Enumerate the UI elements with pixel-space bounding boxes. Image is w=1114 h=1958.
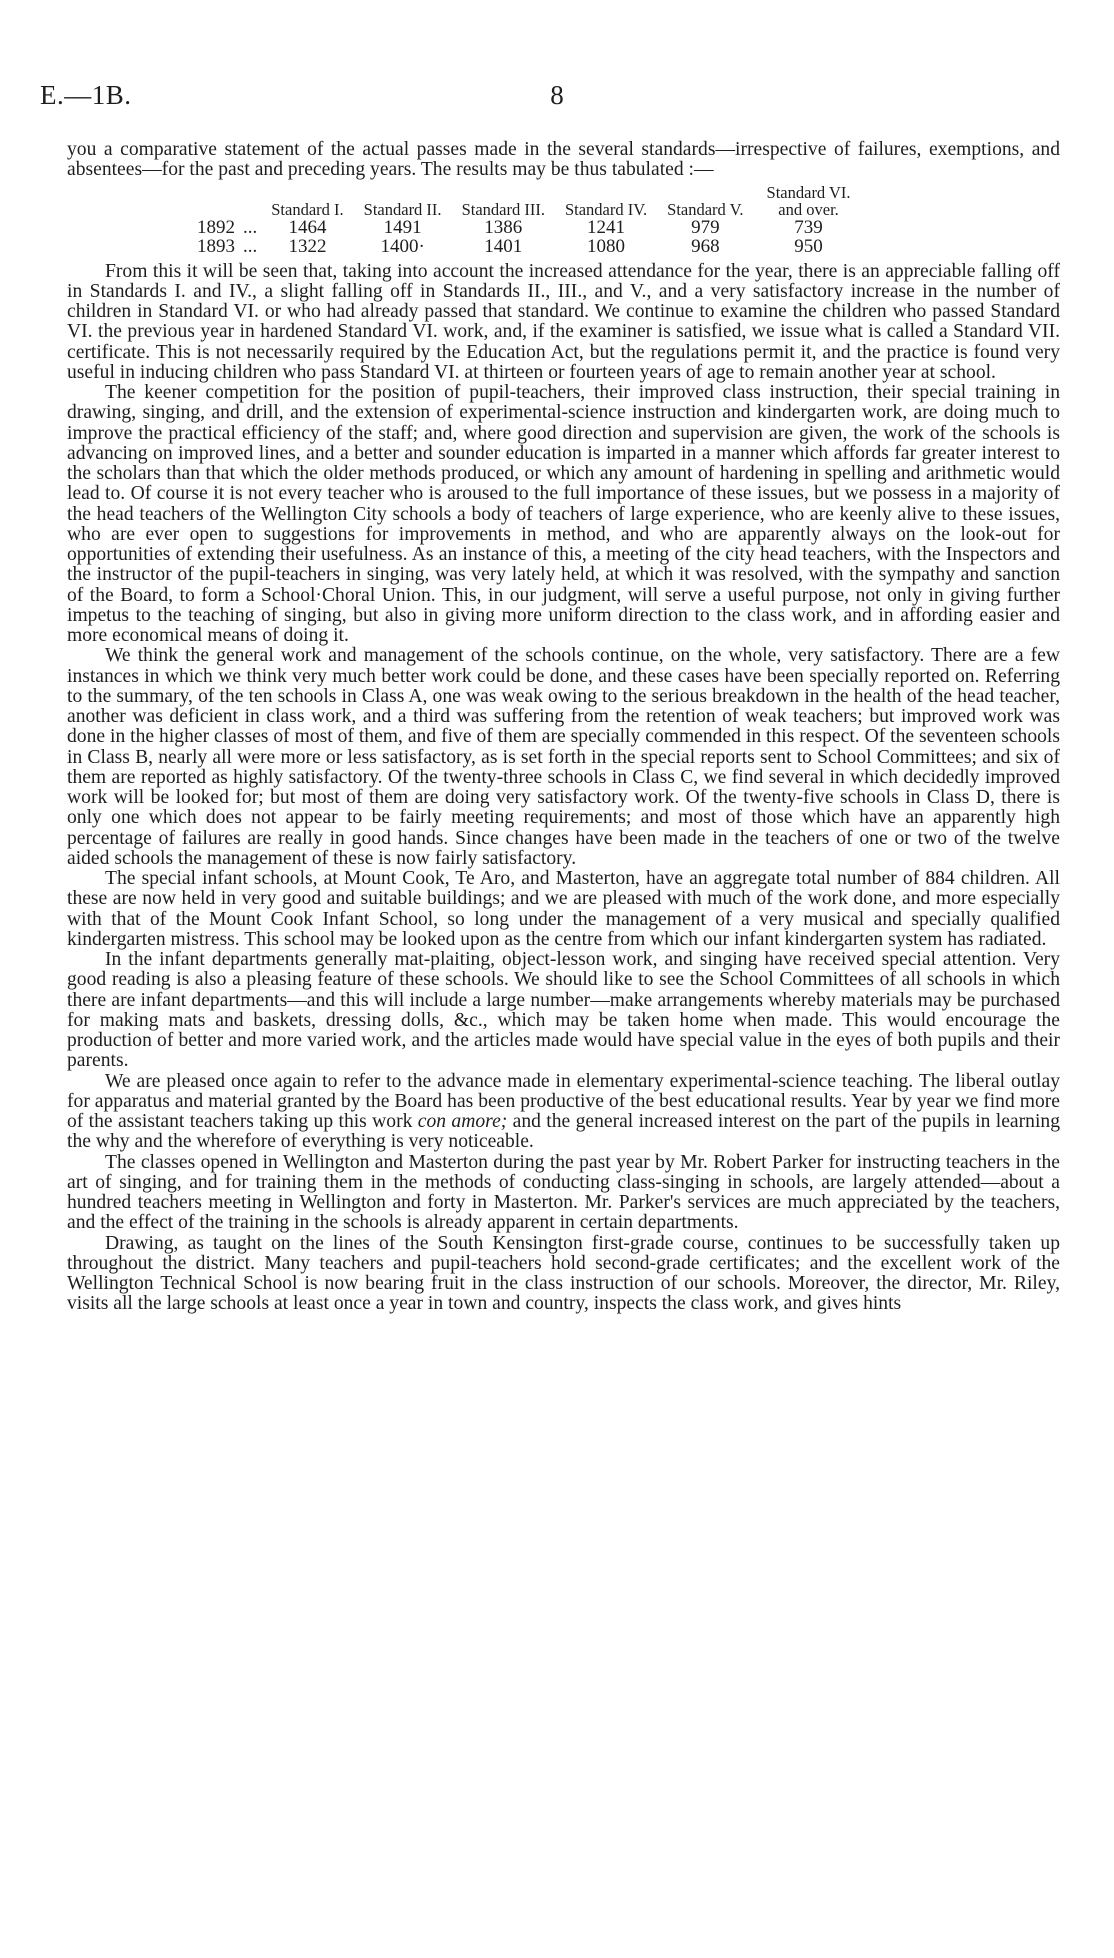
paragraph-singing-classes: The classes opened in Wellington and Masterton during the past year by Mr. Robert Parker for instructing teachers in the art of singing, and for training them in the methods of conducting class-singing in schools, are largely attended—about a hundred teachers meeting in Wellington and forty in Masterton. Mr. Parker's services are much appreciated by the teachers, and the effect of the training in the schools is already apparent in certain departments. [67,1151,1060,1234]
paragraph-school-management: We think the general work and management of the schools continue, on the whole, very satisfactory. There are a few instances in which we think very much better work could be done, and these cases have been specially reported on. Referring to the summary, of the ten schools in Class A, one was weak owing to the serious breakdown in the health of the head teacher, another was deficient in class work, and a third was suffering from the retention of weak teachers; but improved work was done in the higher classes of most of them, and five of them are specially commended in this respect. Of the seventeen schools in Class B, nearly all were more or less satisfactory, as is set forth in the special reports sent to School Committees; and six of them are reported as highly satisfactory. Of the twenty-three schools in Class C, we find several in which decidedly improved work will be looked for; but most of them are doing very satisfactory work. Of the twenty-five schools in Class D, there is only one which does not appear to be fairly meeting requirements; and most of those which have an apparently high percentage of failures are really in good hands. Since changes have been made in the teachers of one or two of the twelve aided schools the management of these is now fairly satisfactory. [67,645,1060,869]
paragraph-infant-schools: The special infant schools, at Mount Cook, Te Aro, and Masterton, have an aggregate total number of 884 children. All these are now held in very good and suitable buildings; and we are pleased with much of the work done, and more especially with that of the Mount Cook Infant School, so long under the management of a very musical and specially qualified kindergarten mistress. This school may be looked upon as the centre from which our infant kindergarten system has radiated. [67,868,1060,950]
table-cell: 950 [794,235,823,257]
paragraph-infant-departments: In the infant departments generally mat-plaiting, object-lesson work, and singing have received special attention. Very good reading is also a pleasing feature of these schools. We should like to see the School Committees of all schools in which there are infant departments—and this will include a large number—make arrangements whereby materials may be purchased for making mats and baskets, dressing dolls, &c., which may be taken home when made. This would encourage the production of better and more varied work, and the articles made would have special value in the eyes of both pupils and their parents. [67,949,1060,1072]
table-year-cell: 1892 [197,216,235,238]
paragraph-pupil-teachers: The keener competition for the position of pupil-teachers, their improved class instruction, their special training in drawing, singing, and drill, and the extension of experimental-science instruction and kindergarten work, are doing much to improve the practical efficiency of the staff; and, where good direction and supervision are given, the work of the schools is advancing on improved lines, and a better and sounder education is imparted in a manner which affords far greater interest to the scholars than that which the older methods produced, or which any amount of hardening in spelling and arithmetic would lead to. Of course it is not every teacher who is aroused to the full importance of these issues, but we possess in a majority of the head teachers of the Wellington City schools a body of teachers of large experience, who are keenly alive to these issues, who are ever open to suggestions for improvements in method, and who are apparently always on the look-out for opportunities of extending their usefulness. As an instance of this, a meeting of the city head teachers, with the Inspectors and the instructor of the pupil-teachers in singing, was very lately held, at which it was resolved, with the sympathy and sanction of the Board, to form a School·Choral Union. This, in our judgment, will serve a useful purpose, not only in giving further impetus to the teaching of singing, but also in giving more uniform direction to the class work, and in affording easier and more economical means of doing it. [67,382,1060,646]
table-cell: 1401 [484,235,523,257]
paragraph-standards-analysis: From this it will be seen that, taking into account the increased attendance for the year, there is an appreciable falling off in Standards I. and IV., a slight falling off in Standards II., III., and V., and a very satisfactory increase in the number of children in Standard VI. or who had already passed that standard. We continue to examine the children who passed Standard VI. the previous year in hardened Standard VI. work, and, if the examiner is satisfied, we issue what is called a Standard VII. certificate. This is not necessarily required by the Education Act, but the regulations permit it, and the practice is found very useful in inducing children who pass Standard VI. at thirteen or fourteen years of age to remain another year at school. [67,260,1060,383]
table-year-cell: 1893 [197,235,235,257]
table-header-blank [239,184,261,218]
table-cell: 1464 [288,216,327,238]
table-cell: 1322 [288,235,327,257]
table-row [157,218,864,237]
table-header-cell: Standard I. [271,199,344,219]
table-cell: 1491 [383,216,422,238]
table-header-cell: Standard VI. and over. [766,182,851,219]
table-header-blank [157,184,239,218]
table-cell: 1080 [587,235,626,257]
science-text-start: We are pleased once again to refer to the advance made in elementary experimental-science teaching. The liberal outlay for apparatus and material granted by the Board has been productive of the best educational results. Year by year we find more of the assistant teachers taking up this work [67,1070,1060,1132]
table-cell: 739 [794,216,823,238]
paragraph-drawing: Drawing, as taught on the lines of the South Kensington first-grade course, continues to be successfully taken up throughout the district. Many teachers and pupil-teachers hold second-grade certificates; and the excellent work of the Wellington Technical School is now bearing fruit in the class instruction of our schools. Moreover, the director, Mr. Riley, visits all the large schools at least once a year in town and country, inspects the class work, and gives hints [67,1232,1060,1315]
table-header-cell: Standard V. [667,199,744,219]
table-header-row [157,184,864,218]
page-number: 8 [550,80,564,110]
table-row [157,237,864,256]
table-cell: 979 [691,216,720,238]
document-reference: E.—1B. [40,80,132,110]
table-header-cell: Standard II. [363,199,442,219]
science-text-end: and the general increased interest on the part of the pupils in learning the why and the wherefore of everything is very noticeable. [67,1111,1060,1153]
table-leader-dots: ... [243,235,258,257]
table-cell: 1400· [380,235,425,257]
paragraph-science-teaching [67,1072,1060,1153]
table-header-cell: Standard IV. [564,199,648,219]
table-cell: 1386 [484,216,523,238]
table-cell: 968 [691,235,720,257]
intro-paragraph: you a comparative statement of the actual passes made in the several standards—irrespective of failures, exemptions, and absentees—for the past and preceding years. The results may be thus tabulated :— [67,139,1060,181]
body-text [67,140,1060,1315]
table-header-cell: Standard III. [461,199,545,219]
table-cell: 1241 [587,216,626,238]
standards-results-table [157,184,864,256]
table-leader-dots: ... [243,216,258,238]
italic-phrase: con amore; [417,1111,508,1132]
